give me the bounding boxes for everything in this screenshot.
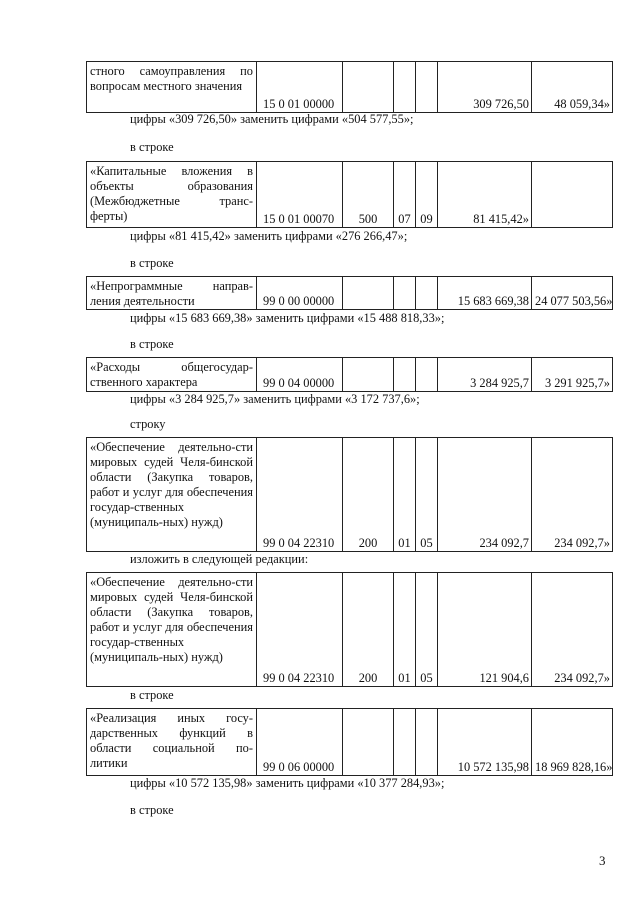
row-name: «Реализация иных госу-дарственных функций в области социальной по-литики bbox=[87, 709, 257, 776]
instruction-line: в строке bbox=[130, 803, 174, 817]
row-amount-1: 234 092,7 bbox=[438, 438, 532, 552]
row-section bbox=[394, 709, 416, 776]
row-name: «Обеспечение деятельно-сти мировых судей Челя-бинской области (Закупка товаров, работ и услуг для обеспечения государ-ственных (муниципаль-ных) нужд) bbox=[87, 573, 257, 687]
row-expense-type bbox=[343, 358, 394, 392]
row-expense-type: 200 bbox=[343, 573, 394, 687]
budget-table-4 bbox=[86, 357, 613, 392]
table-row bbox=[87, 162, 613, 228]
row-amount-1: 81 415,42» bbox=[438, 162, 532, 228]
instruction-line: изложить в следующей редакции: bbox=[130, 552, 309, 566]
instruction-line: цифры «3 284 925,7» заменить цифрами «3 172 737,6»; bbox=[130, 392, 420, 406]
row-target-code: 99 0 00 00000 bbox=[257, 277, 343, 310]
instruction-line: в строке bbox=[130, 256, 174, 270]
table-row bbox=[87, 573, 613, 687]
row-section bbox=[394, 358, 416, 392]
row-amount-2 bbox=[532, 162, 613, 228]
row-amount-1: 309 726,50 bbox=[438, 62, 532, 113]
row-amount-1: 3 284 925,7 bbox=[438, 358, 532, 392]
row-name: «Капитальные вложения в объекты образования (Межбюджетные транс-ферты) bbox=[87, 162, 257, 228]
row-section: 07 bbox=[394, 162, 416, 228]
row-section bbox=[394, 277, 416, 310]
row-expense-type bbox=[343, 62, 394, 113]
instruction-line: строку bbox=[130, 417, 166, 431]
budget-table-3 bbox=[86, 276, 613, 310]
page-number: 3 bbox=[599, 853, 606, 868]
row-amount-1: 15 683 669,38 bbox=[438, 277, 532, 310]
row-subsection: 05 bbox=[416, 573, 438, 687]
row-target-code: 99 0 06 00000 bbox=[257, 709, 343, 776]
instruction-line: цифры «81 415,42» заменить цифрами «276 266,47»; bbox=[130, 229, 408, 243]
row-target-code: 99 0 04 22310 bbox=[257, 438, 343, 552]
budget-table-5 bbox=[86, 437, 613, 552]
row-amount-2: 3 291 925,7» bbox=[532, 358, 613, 392]
row-subsection bbox=[416, 709, 438, 776]
table-row bbox=[87, 277, 613, 310]
row-section bbox=[394, 62, 416, 113]
row-name: «Расходы общегосудар-ственного характера bbox=[87, 358, 257, 392]
row-amount-2: 234 092,7» bbox=[532, 438, 613, 552]
row-subsection: 05 bbox=[416, 438, 438, 552]
row-section: 01 bbox=[394, 438, 416, 552]
instruction-line: в строке bbox=[130, 688, 174, 702]
row-subsection bbox=[416, 62, 438, 113]
row-name: «Обеспечение деятельно-сти мировых судей Челя-бинской области (Закупка товаров, работ и услуг для обеспечения государ-ственных (муниципаль-ных) нужд) bbox=[87, 438, 257, 552]
row-expense-type bbox=[343, 277, 394, 310]
row-amount-1: 10 572 135,98 bbox=[438, 709, 532, 776]
row-target-code: 99 0 04 22310 bbox=[257, 573, 343, 687]
row-target-code: 15 0 01 00070 bbox=[257, 162, 343, 228]
table-row bbox=[87, 62, 613, 113]
row-amount-2: 234 092,7» bbox=[532, 573, 613, 687]
budget-table-1 bbox=[86, 61, 613, 113]
row-name: «Непрограммные направ-ления деятельности bbox=[87, 277, 257, 310]
table-row bbox=[87, 358, 613, 392]
budget-table-2 bbox=[86, 161, 613, 228]
row-amount-2: 24 077 503,56» bbox=[532, 277, 613, 310]
instruction-line: в строке bbox=[130, 337, 174, 351]
row-subsection bbox=[416, 358, 438, 392]
row-amount-2: 18 969 828,16» bbox=[532, 709, 613, 776]
row-subsection: 09 bbox=[416, 162, 438, 228]
row-target-code: 99 0 04 00000 bbox=[257, 358, 343, 392]
budget-table-6 bbox=[86, 572, 613, 687]
row-target-code: 15 0 01 00000 bbox=[257, 62, 343, 113]
row-section: 01 bbox=[394, 573, 416, 687]
row-expense-type: 200 bbox=[343, 438, 394, 552]
row-subsection bbox=[416, 277, 438, 310]
instruction-line: в строке bbox=[130, 140, 174, 154]
table-row bbox=[87, 438, 613, 552]
budget-table-7 bbox=[86, 708, 613, 776]
instruction-line: цифры «309 726,50» заменить цифрами «504 577,55»; bbox=[130, 112, 414, 126]
row-amount-2: 48 059,34» bbox=[532, 62, 613, 113]
instruction-line: цифры «15 683 669,38» заменить цифрами «15 488 818,33»; bbox=[130, 311, 445, 325]
table-row bbox=[87, 709, 613, 776]
instruction-line: цифры «10 572 135,98» заменить цифрами «10 377 284,93»; bbox=[130, 776, 445, 790]
row-expense-type bbox=[343, 709, 394, 776]
row-amount-1: 121 904,6 bbox=[438, 573, 532, 687]
row-expense-type: 500 bbox=[343, 162, 394, 228]
row-name: стного самоуправления по вопросам местного значения bbox=[87, 62, 257, 113]
